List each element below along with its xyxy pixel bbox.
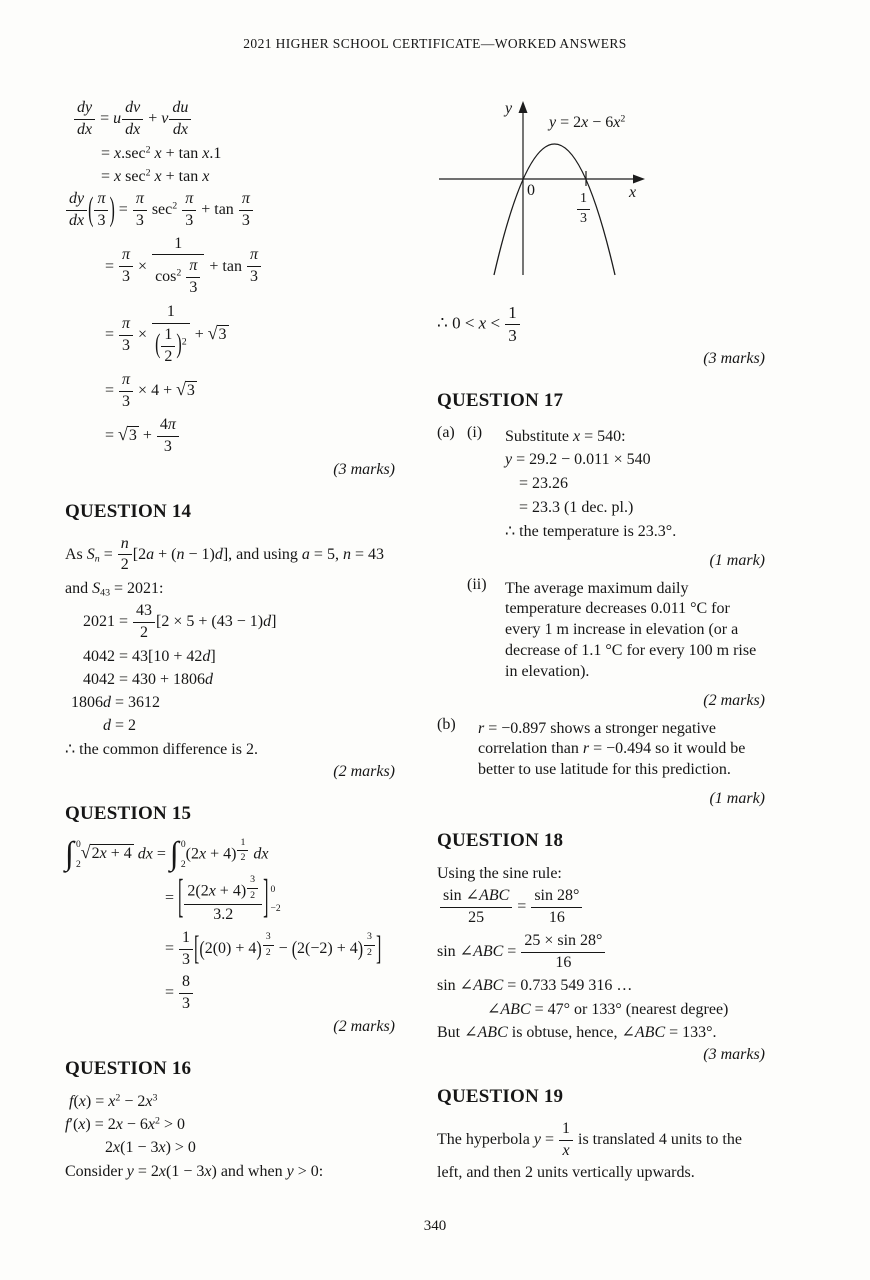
- worked-steps: [437, 864, 767, 1042]
- math-line: But ∠ABC is obtuse, hence, ∠ABC = 133°.: [437, 1023, 717, 1041]
- question-15: [65, 803, 397, 1036]
- math-line: ∫ 0 2 √2x + 4 dx = ∫ 0 2 (2x + 4) $^{\frac{1}{2}}$ dx: [65, 835, 269, 872]
- question-15-title: QUESTION 15: [65, 802, 192, 824]
- math-line: = $\frac{8}{3}$: [65, 973, 397, 1014]
- math-line: = $\frac{1}{3}$ [(2(0) + 4) $^{\frac{3}{2}}$ − (2(−2) + 4) $^{\frac{3}{2}}$ ]: [165, 928, 382, 968]
- x-axis-arrow: [633, 175, 645, 184]
- question-16-graph-section: [437, 97, 767, 368]
- math-line: = 23.26: [519, 475, 569, 493]
- marks-label: (1 mark): [709, 551, 765, 569]
- answer-paragraph: r = −0.897 shows a stronger negative correlation than r = −0.494 so it would be better to use latitude for this prediction.: [478, 719, 746, 779]
- math-line: Substitute x = 540:: [505, 427, 626, 445]
- math-line: sin ∠ABC = 0.733 549 316 …: [437, 977, 633, 995]
- math-line: Using the sine rule:: [437, 865, 562, 883]
- marks-label: (2 marks): [333, 762, 395, 780]
- marks-label: (3 marks): [703, 1045, 765, 1063]
- question-19: [437, 1086, 767, 1185]
- marks-label: (2 marks): [703, 691, 765, 709]
- math-line: $f(x) = x^2 - 2x^3$: [69, 1092, 158, 1111]
- math-line: $\frac{dy}{dx}$ ( $\frac{\pi}{3}$ ) = $\frac{\pi}{3}$ $\sec^2$ $\frac{\pi}{3}$ + tan $\frac{\pi}{3}$: [65, 190, 397, 231]
- question-19-title: QUESTION 19: [437, 1085, 564, 1107]
- left-column: [65, 95, 397, 1201]
- x-axis-label: x: [629, 184, 637, 201]
- math-line: sin ∠ABC 25 = $\frac{\sin 28^\circ}{16}$: [437, 887, 767, 928]
- math-line: As $S_n$ = $\frac{n}{2}$ [2a + (n − 1)d], and using a = 5, n = 43: [65, 534, 384, 574]
- y-axis-arrow: [519, 101, 528, 113]
- question-17: [437, 390, 767, 808]
- math-line: = x $\sec^2 x + \tan x$: [101, 167, 210, 185]
- part-b-row: [437, 716, 767, 784]
- math-line: = $\frac{\pi}{3}$ × 1 ( $\frac{1}{2}$ )$^2$ + √3: [105, 302, 227, 365]
- answer-paragraph: The average maximum daily temperature decreases 0.011 °C for every 1 m increase in elevation (or a decrease of 1.1 °C for every 100 m rise in elevation).: [505, 579, 757, 680]
- question-18: [437, 830, 767, 1064]
- worked-steps: [65, 535, 397, 759]
- graph-conclusion: ∴ 0 < x < $\frac{1}{3}$: [437, 303, 767, 346]
- math-line: sin ∠ABC = $\frac{25 \times \sin 28^\circ}{16}$: [437, 932, 767, 973]
- worked-steps: [65, 99, 397, 457]
- x-intercept-label: $\frac{1}{3}$: [576, 191, 591, 227]
- parabola-curve: [494, 144, 615, 275]
- math-line: Consider y = 2x(1 − 3x) and when y > 0:: [65, 1162, 324, 1180]
- question-13-working: [65, 99, 397, 479]
- math-line: y = 29.2 − 0.011 × 540: [505, 451, 651, 469]
- math-line: 2021 = $\frac{43}{2}$ [2 × 5 + (43 − 1)d]: [83, 602, 277, 642]
- part-b-answer: [478, 716, 767, 784]
- answer-paragraph: The hyperbola y = $\frac{1}{x}$ is translated 4 units to the left, and then 2 units vertically upwards.: [437, 1119, 742, 1181]
- math-line: ∠ABC = 47° or 133° (nearest degree): [487, 1000, 729, 1018]
- math-line: $f'(x) = 2x - 6x^2 > 0$: [65, 1115, 185, 1134]
- question-14-title: QUESTION 14: [65, 500, 192, 522]
- math-line: = [ 2(2x + 4) $^{\frac{3}{2}}$ 3.2 ] 0 −2: [165, 874, 281, 924]
- math-line: = $\frac{\pi}{3}$ × 4 + √3: [105, 371, 195, 411]
- worked-steps: [65, 837, 397, 1014]
- page-number: 340: [423, 1218, 447, 1234]
- part-a-label: (a): [437, 423, 455, 441]
- marks-label: (1 mark): [709, 790, 765, 808]
- marks-label: (3 marks): [703, 349, 765, 367]
- math-line: = $\frac{\pi}{3}$ × 1 $\cos^2$ $\frac{\pi}{3}$ + tan $\frac{\pi}{3}$: [65, 235, 397, 299]
- math-line: = √3 + $\frac{4\pi}{3}$: [65, 416, 397, 457]
- math-line: = 23.3 (1 dec. pl.): [519, 499, 634, 517]
- curve-equation-label: $y = 2x - 6x^2$: [549, 113, 626, 131]
- question-17-title: QUESTION 17: [437, 389, 564, 411]
- part-ii-label: (ii): [467, 575, 487, 593]
- part-a-i-answer: [505, 424, 767, 546]
- math-line: $\frac{dy}{dx}$ = u $\frac{dv}{dx}$ + v $\frac{du}{dx}$: [65, 99, 397, 140]
- origin-label: 0: [527, 182, 535, 199]
- question-14: [65, 501, 397, 781]
- question-18-title: QUESTION 18: [437, 830, 564, 852]
- math-line: 4042 = 43[10 + 42d]: [83, 647, 216, 665]
- right-column: [437, 95, 767, 1205]
- math-line: 1806d = 3612: [71, 694, 161, 712]
- question-16: [65, 1058, 397, 1181]
- question-16-title: QUESTION 16: [65, 1058, 192, 1080]
- worked-steps: [65, 1092, 397, 1181]
- math-line: = $x.\sec^2$ x + tan x.1: [101, 144, 222, 162]
- y-axis-label: y: [505, 100, 513, 117]
- marks-label: (2 marks): [333, 1018, 395, 1036]
- math-line: 2x(1 − 3x) > 0: [105, 1139, 196, 1157]
- part-b-label: (b): [437, 715, 456, 733]
- marks-label: (3 marks): [333, 460, 395, 478]
- math-line: and $S_{43} = 2021$:: [65, 580, 164, 599]
- math-line: ∴ the temperature is 23.3°.: [505, 522, 677, 540]
- page-header: 2021 HIGHER SCHOOL CERTIFICATE—WORKED ANSWERS: [243, 36, 627, 51]
- math-line: 4042 = 430 + 1806d: [83, 671, 214, 689]
- part-a-ii-row: [437, 576, 767, 686]
- math-line: ∴ the common difference is 2.: [65, 740, 258, 758]
- part-i-label: (i): [467, 423, 483, 441]
- part-a-ii-answer: [505, 576, 767, 686]
- math-line: d = 2: [103, 717, 137, 735]
- parabola-graph: [437, 97, 767, 299]
- part-a-i-row: [437, 424, 767, 546]
